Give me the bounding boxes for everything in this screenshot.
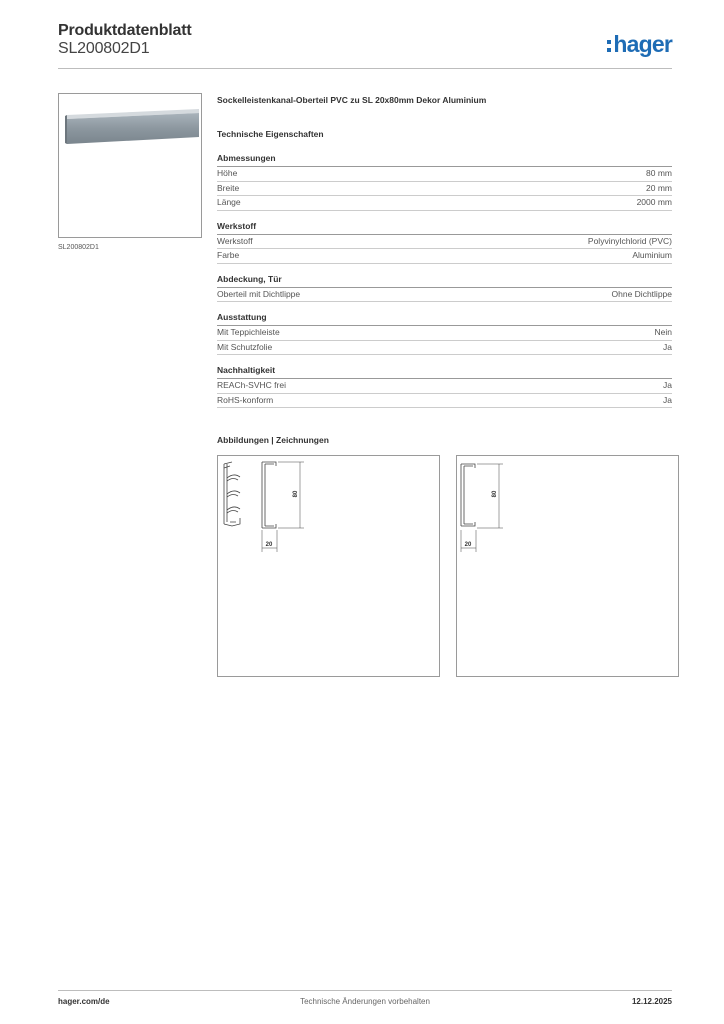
property-value: Ja xyxy=(663,380,672,390)
drawing-assembly xyxy=(217,455,440,677)
footer-date: 12.12.2025 xyxy=(631,997,672,1006)
height-dimension-label: 80 xyxy=(293,490,299,498)
article-number: SL200802D1 xyxy=(58,40,150,57)
technical-drawing-icon xyxy=(457,456,680,678)
property-row xyxy=(217,196,672,211)
property-label: Höhe xyxy=(217,168,238,178)
group-cover-door xyxy=(217,274,672,303)
footer-website-link[interactable]: hager.com/de xyxy=(58,997,110,1006)
property-label: Werkstoff xyxy=(217,235,253,246)
width-dimension-label: 20 xyxy=(464,542,472,548)
property-value: 20 mm xyxy=(646,182,672,193)
property-row xyxy=(217,379,672,394)
property-label: Farbe xyxy=(217,250,240,260)
footer-disclaimer: Technische Änderungen vorbehalten xyxy=(300,997,430,1006)
property-row xyxy=(217,394,672,409)
property-row xyxy=(217,182,672,197)
property-row xyxy=(217,167,672,182)
height-dimension-label: 80 xyxy=(492,490,498,498)
image-caption: SL200802D1 xyxy=(58,244,99,251)
property-row xyxy=(217,326,672,341)
logo-text: hager xyxy=(613,30,672,57)
property-value: 2000 mm xyxy=(636,197,672,207)
property-value: Ja xyxy=(663,394,672,405)
property-label: RoHS-konform xyxy=(217,394,274,405)
product-image xyxy=(58,93,202,238)
property-row xyxy=(217,249,672,264)
property-value: Ja xyxy=(663,341,672,352)
property-row xyxy=(217,341,672,356)
group-title: Abmessungen xyxy=(217,153,672,167)
group-title: Abdeckung, Tür xyxy=(217,274,672,288)
group-title: Werkstoff xyxy=(217,221,672,235)
property-row xyxy=(217,288,672,303)
document-title: Produktdatenblatt xyxy=(58,22,192,39)
width-dimension-label: 20 xyxy=(265,542,273,548)
group-dimensions xyxy=(217,153,672,211)
property-label: Mit Schutzfolie xyxy=(217,341,273,352)
property-label: Länge xyxy=(217,197,241,207)
hager-logo xyxy=(607,30,672,58)
footer-divider xyxy=(58,990,672,991)
property-label: Breite xyxy=(217,182,240,193)
drawing-cover-profile xyxy=(456,455,679,677)
technical-drawing-icon xyxy=(218,456,441,678)
property-label: Oberteil mit Dichtlippe xyxy=(217,288,301,299)
product-name: Sockelleistenkanal-Oberteil PVC zu SL 20x80mm Dekor Aluminium xyxy=(217,95,487,105)
group-equipment xyxy=(217,312,672,355)
cable-duct-cover-icon xyxy=(59,94,203,239)
property-value: Aluminium xyxy=(632,250,672,260)
property-label: Mit Teppichleiste xyxy=(217,327,280,337)
group-sustainability xyxy=(217,365,672,408)
group-title: Nachhaltigkeit xyxy=(217,365,672,379)
group-material xyxy=(217,221,672,264)
page-header xyxy=(58,22,672,68)
section-heading: Technische Eigenschaften xyxy=(217,129,324,139)
property-value: Ohne Dichtlippe xyxy=(611,288,672,299)
logo-colon-icon xyxy=(607,40,611,52)
group-title: Ausstattung xyxy=(217,312,672,326)
property-value: 80 mm xyxy=(646,168,672,178)
property-value: Polyvinylchlorid (PVC) xyxy=(587,235,672,246)
technical-content xyxy=(217,95,672,418)
page-footer xyxy=(58,997,672,1011)
header-divider xyxy=(58,68,672,69)
drawings-heading: Abbildungen | Zeichnungen xyxy=(217,435,329,445)
property-row xyxy=(217,235,672,250)
property-label: REACh-SVHC frei xyxy=(217,380,286,390)
property-value: Nein xyxy=(654,327,672,337)
